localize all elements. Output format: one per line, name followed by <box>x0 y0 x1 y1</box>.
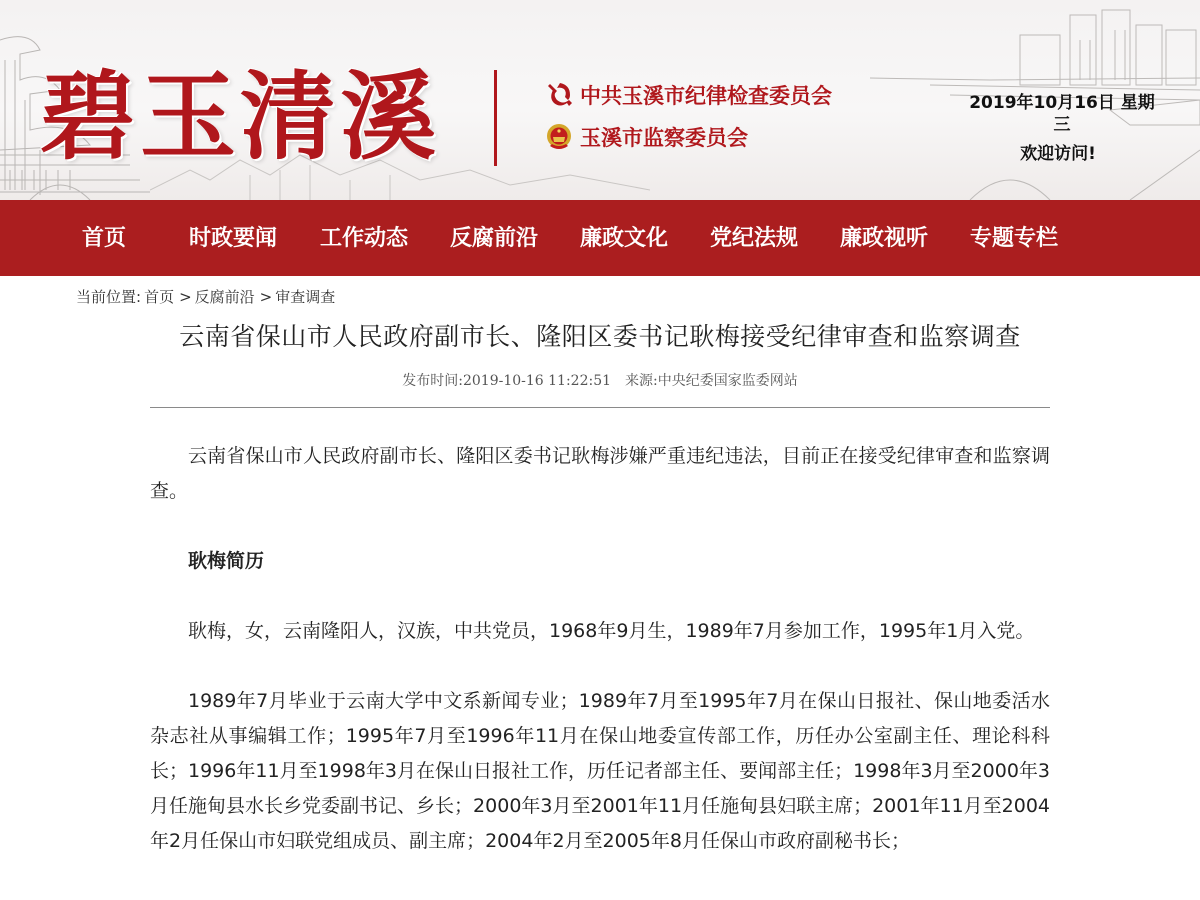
article-divider <box>150 407 1050 408</box>
breadcrumb-investigation[interactable]: 审查调查 <box>275 288 336 306</box>
article-body <box>150 439 1050 859</box>
breadcrumb-separator: > <box>259 288 273 306</box>
nav-item-regulations[interactable]: 党纪法规 <box>710 226 799 251</box>
nav-item-special[interactable]: 专题专栏 <box>970 226 1059 251</box>
main-navigation <box>0 200 1200 276</box>
current-date: 2019年10月16日 星期三 <box>969 93 1155 135</box>
publish-time-label: 发布时间: <box>402 373 463 389</box>
breadcrumb <box>76 286 335 307</box>
nav-item-anticorruption[interactable]: 反腐前沿 <box>450 226 539 251</box>
article <box>150 318 1050 859</box>
article-paragraph: 耿梅，女，云南隆阳人，汉族，中共党员，1968年9月生，1989年7月参加工作，1995年1月入党。 <box>188 620 1035 642</box>
logo-divider <box>494 70 497 166</box>
article-meta <box>150 370 1050 390</box>
org-name-discipline-commission: 中共玉溪市纪律检查委员会 <box>580 84 832 108</box>
paragraph-spacer <box>150 649 1050 684</box>
org-line-supervisory-commission <box>544 122 748 152</box>
org-name-supervisory-commission: 玉溪市监察委员会 <box>580 126 748 150</box>
publish-time: 2019-10-16 11:22:51 <box>462 373 612 389</box>
party-emblem-icon <box>544 80 574 110</box>
nav-item-media[interactable]: 廉政视听 <box>840 226 929 251</box>
nav-item-culture[interactable]: 廉政文化 <box>580 226 669 251</box>
article-source: 中央纪委国家监委网站 <box>657 373 798 389</box>
breadcrumb-prefix: 当前位置: <box>76 288 142 306</box>
site-header <box>0 0 1200 200</box>
nav-item-work[interactable]: 工作动态 <box>320 226 409 251</box>
paragraph-spacer <box>150 579 1050 614</box>
nav-item-home[interactable]: 首页 <box>82 226 127 251</box>
article-paragraph: 1989年7月毕业于云南大学中文系新闻专业；1989年7月至1995年7月在保山日报社、保山地委活水杂志社从事编辑工作；1995年7月至1996年11月在保山地委宣传部工作，历任办公室副主任、理论科科长；1996年11月至1998年3月在保山日报社工作，历任记者部主任、要闻部主任；1998年3月至2000年3月任施甸县水长乡党委副书记、乡长；2000年3月至2001年11月任施甸县妇联主席；2001年11月至2004年2月任保山市妇联党组成员、副主席；2004年2月至2005年8月任保山市政府副秘书长； <box>150 690 1050 852</box>
paragraph-spacer <box>150 509 1050 544</box>
org-line-discipline-commission <box>544 80 832 110</box>
article-subheading: 耿梅简历 <box>188 550 265 572</box>
breadcrumb-separator: > <box>179 288 192 306</box>
national-emblem-icon <box>544 122 574 152</box>
nav-item-news[interactable]: 时政要闻 <box>189 226 278 251</box>
source-label: 来源: <box>625 373 658 389</box>
article-paragraph: 云南省保山市人民政府副市长、隆阳区委书记耿梅涉嫌严重违纪违法，目前正在接受纪律审查和监察调查。 <box>150 445 1050 502</box>
welcome-message: 欢迎访问! <box>1020 144 1096 164</box>
nav-list <box>0 200 1200 276</box>
article-title: 云南省保山市人民政府副市长、隆阳区委书记耿梅接受纪律审查和监察调查 <box>179 322 1021 351</box>
breadcrumb-anticorruption[interactable]: 反腐前沿 <box>194 288 255 306</box>
breadcrumb-home[interactable]: 首页 <box>144 288 175 306</box>
site-logo-title[interactable]: 碧玉清溪 <box>40 61 440 173</box>
